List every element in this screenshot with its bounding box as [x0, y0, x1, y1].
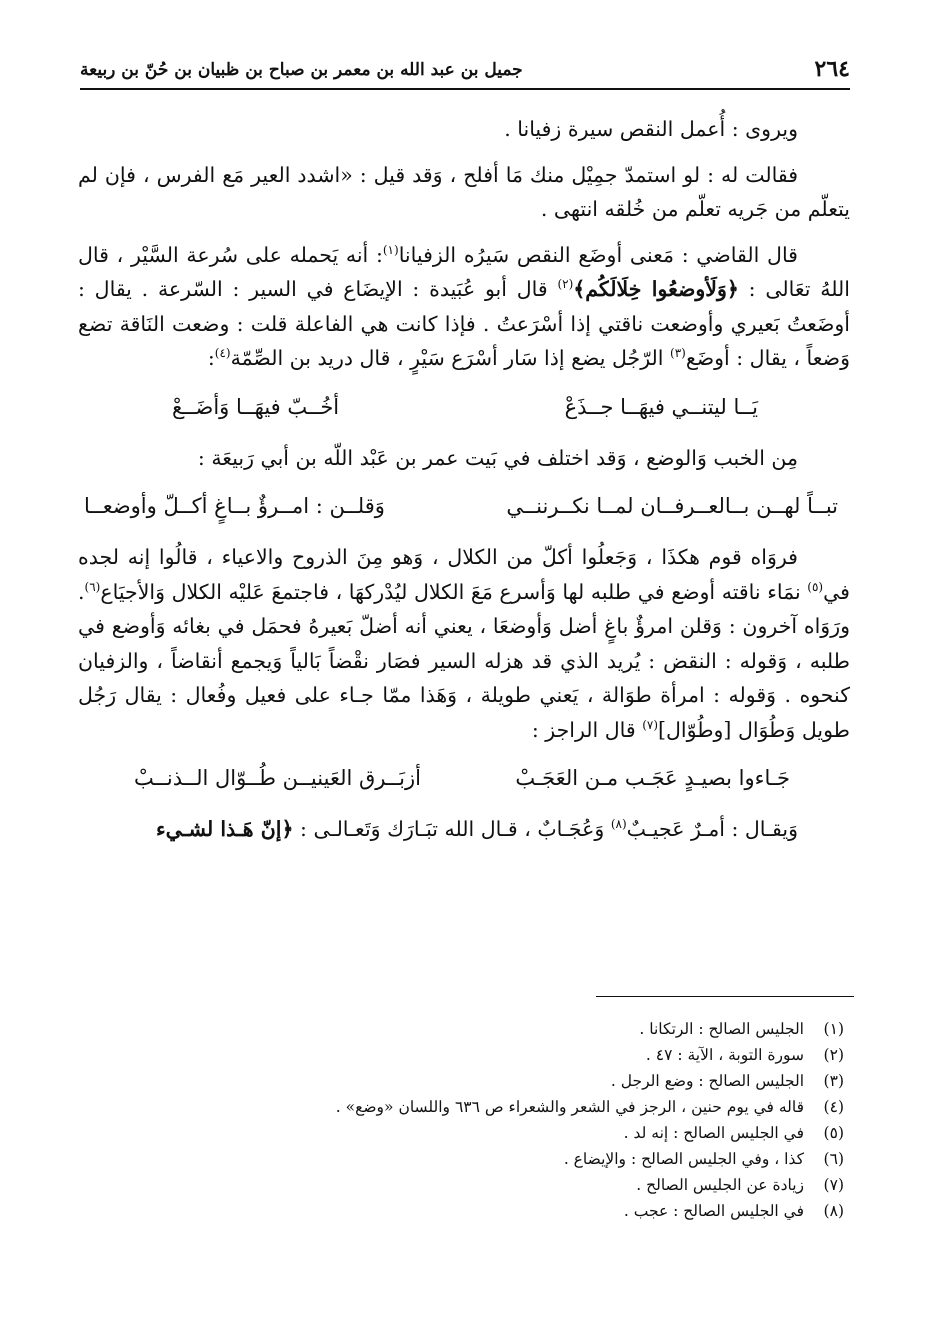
footnote-ref-2: (٢) — [557, 277, 574, 292]
footnote-text: الجليس الصالح : وضع الرجل . — [610, 1072, 804, 1090]
running-title: جميل بن عبد الله بن معمر بن صباح بن ظبيان بن حُنّ بن ربيعة — [80, 60, 523, 80]
text-span: فروَاه قوم هكذَا ، وَجَعلُوا أكلّ من الكلال ، وَهو مِنَ الذروح والاعياء ، قالُوا إنه لجده في — [78, 545, 850, 604]
footnote-number: (٣) — [823, 1072, 844, 1090]
header-rule — [80, 88, 850, 90]
footnote-separator — [596, 996, 854, 997]
verse-hemistich-right: يَــا ليتنــي فيهَــا جــذَعْ — [564, 394, 758, 419]
footnote-ref-5: (٥) — [807, 579, 824, 594]
text-span: الرّجُل يضع إذا سَار أسْرَع سَيْرٍ ، قال دريد بن الصِّمّة — [230, 346, 664, 370]
footnote-number: (٨) — [823, 1202, 844, 1220]
footnote — [120, 1198, 844, 1224]
footnote-text: قاله في يوم حنين ، الرجز في الشعر والشعراء ص ٦٣٦ واللسان «وضع» . — [335, 1098, 804, 1116]
footnote-number: (٦) — [823, 1150, 844, 1168]
footnote-ref-7: (٧) — [642, 717, 659, 732]
footnote-number: (١) — [823, 1020, 844, 1038]
verse-line-1 — [78, 387, 850, 427]
verse-line-2 — [78, 486, 850, 526]
footnote — [120, 1094, 844, 1120]
text-span: قال الراجز : — [531, 717, 636, 742]
footnote-ref-4: (٤) — [214, 346, 231, 361]
text-span: قال أبو عُبَيدة : الإيضَاع في السير : السّرعة . يقال : أوضَعتُ بَعيري وأوضعت ناقتي إذا أسْرَعتُ . فإذا كانت هي الفاعلة قلت : وضعت النَاقة تضع وَضعاً ، يقال : أوضَع — [78, 277, 850, 370]
text-span: : — [207, 346, 215, 370]
footnote-text: في الجليس الصالح : عجب . — [623, 1202, 804, 1220]
footnote — [120, 1016, 844, 1042]
text-span: قال القاضي : مَعنى أوضَع النقص سَيرُه الزفيانا — [398, 242, 798, 267]
footnotes — [120, 1016, 844, 1224]
footnote — [120, 1068, 844, 1094]
quran-quote: ﴿إنّ هَـذا لشـيء — [155, 817, 294, 841]
verse-hemistich-right: تبــاً لهــن بــالعــرفــان لمــا نكــرننــي — [506, 494, 838, 518]
main-text — [78, 112, 850, 858]
footnote — [120, 1120, 844, 1146]
paragraph-4: مِن الخبب وَالوضع ، وَقد اختلف في بَيت عمر بن عَبْد اللّه بن أبي رَبيعَة : — [197, 445, 798, 470]
footnote-number: (٧) — [823, 1176, 844, 1194]
verse-line-3 — [78, 758, 850, 798]
footnote — [120, 1042, 844, 1068]
paragraph-2: فقالت له : لو استمدّ جمِيْل منك مَا أفلح ، وَقد قيل : «اشدد العير مَع الفرس ، فإن لم يتعلّم من جَريه تعلّم من خُلقه انتهى . — [78, 162, 850, 221]
paragraph-3 — [78, 238, 850, 376]
footnote — [120, 1172, 844, 1198]
footnote-ref-3: (٣) — [670, 346, 686, 361]
quran-quote: ﴿وَلَأوضعُوا خِلَالَكُم﴾ — [573, 277, 739, 301]
footnote-number: (٤) — [823, 1098, 844, 1116]
paragraph-1: ويروى : أُعمل النقص سيرة زفيانا . — [504, 117, 798, 141]
verse-hemistich-left: وَقلــن : امــرؤٌ بــاغٍ أكــلّ وأوضعــا — [84, 494, 385, 518]
text-span: نمَاء ناقته أوضع في طلبه لها وَأسرع مَعَ الكلال ليُدْركهَا ، فاجتمعَ عَليْه الكلال وَالأجيَاع — [100, 579, 801, 604]
footnote-text: زيادة عن الجليس الصالح . — [636, 1176, 804, 1194]
verse-hemistich-right: جَـاءوا بصيـدٍ عَجَـب مـن العَجَـبْ — [515, 766, 790, 790]
footnote-text: في الجليس الصالح : إنه لد . — [623, 1124, 804, 1142]
footnote-ref-1: (١) — [382, 242, 399, 257]
footnote-ref-8: (٨) — [610, 817, 627, 832]
footnote-ref-6: (٦) — [84, 579, 101, 594]
footnote-text: كذا ، وفي الجليس الصالح : والإيضاع . — [563, 1150, 804, 1168]
paragraph-5 — [78, 540, 850, 747]
verse-hemistich-left: أخُــبّ فيهَــا وَأضَــعْ — [172, 394, 340, 419]
footnote — [120, 1146, 844, 1172]
page-header — [80, 48, 850, 88]
text-span: وَعُجَـابٌ ، قـال الله تبَـارَك وَتَعـالـى : — [300, 817, 605, 841]
footnote-number: (٥) — [823, 1124, 844, 1142]
text-span: . ورَوَاه آخرون : وَقلن امرؤٌ باغٍ أضل وَأوضعَا ، يعني أنه أضلّ بَعيرهُ فحمَل في بغائه وَأوضع في طلبه ، وَقوله : النقض : يُريد الذي قد هزله السير فصَار نقْضاً بَالياً وَيجمع أنقاضاً ، والزفيان كنحوه . وَقوله : امرأة طوَالة ، يَعني طويلة ، وَهَذا ممّا جـاء على فعيل وفُعال : يقال رَجُل طويل وَطُوَال [وطُوّال] — [78, 579, 850, 742]
footnote-text: الجليس الصالح : الرتكانا . — [639, 1020, 804, 1038]
text-span: : أنه يَحمله على سُرعة السَّيْر ، قال اللهُ تعَالى : — [78, 242, 850, 301]
footnote-text: سورة التوبة ، الآية : ٤٧ . — [645, 1046, 804, 1064]
text-span: وَيقـال : أمـرٌ عَجيـبٌ — [626, 817, 798, 841]
page-number: ٢٦٤ — [814, 56, 850, 82]
paragraph-6 — [78, 812, 850, 847]
verse-hemistich-left: أزبَــرق العَينيــن طُــوّال الــذنــبْ — [134, 766, 421, 790]
footnote-number: (٢) — [823, 1046, 844, 1064]
